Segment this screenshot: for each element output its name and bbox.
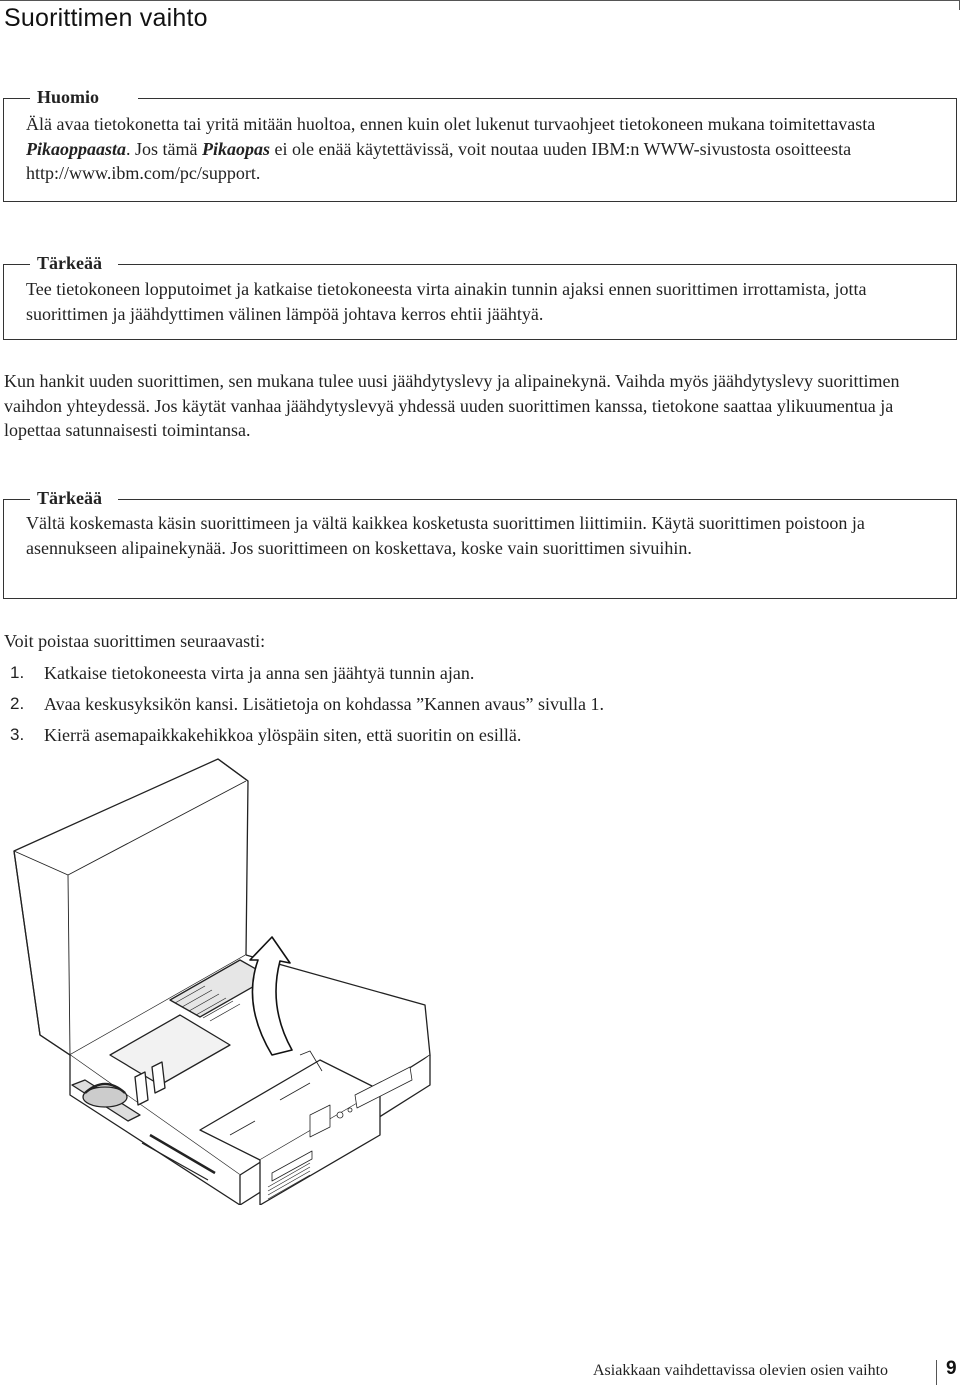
step-text: Avaa keskusyksikön kansi. Lisätietoja on kohdassa ”Kannen avaus” sivulla 1. bbox=[44, 694, 605, 714]
steps-intro: Voit poistaa suorittimen seuraavasti: bbox=[4, 631, 266, 651]
huomio-emphasis-pikaoppaasta: Pikaoppaasta bbox=[26, 138, 127, 159]
tarkeaa-box-1 bbox=[3, 253, 957, 340]
step-text: Katkaise tietokoneesta virta ja anna sen jäähtyä tunnin ajan. bbox=[44, 663, 475, 683]
box-top-line-left bbox=[4, 98, 30, 99]
box-top-line-left bbox=[4, 264, 30, 265]
footer-text: Asiakkaan vaihdettavissa olevien osien vaihto bbox=[593, 1362, 889, 1379]
box-top-line-right bbox=[118, 499, 956, 500]
page-number: 9 bbox=[946, 1358, 957, 1379]
tarkeaa-label-1: Tärkeää bbox=[37, 252, 106, 274]
computer-open-chassis-drive-bay-rotated-up-icon bbox=[10, 755, 440, 1205]
tarkeaa-box-2 bbox=[3, 488, 957, 599]
box-top-line-right bbox=[118, 264, 956, 265]
tarkeaa-label-2: Tärkeää bbox=[37, 487, 106, 509]
huomio-label: Huomio bbox=[37, 86, 103, 108]
box-top-line-right bbox=[138, 98, 956, 99]
step-number: 2. bbox=[10, 694, 25, 713]
tarkeaa-text-1: Tee tietokoneen lopputoimet ja katkaise tietokoneesta virta ainakin tunnin ajaksi ennen suorittimen irrottamista, jotta suorittimen ja jäähdyttimen välinen lämpöä johtava kerros ehtii jäähtyä. bbox=[26, 279, 867, 324]
huomio-box bbox=[3, 87, 957, 202]
huomio-text-part-3: ei ole enää käytettävissä, voit noutaa uuden IBM:n WWW-sivustosta osoitteesta http://www.ibm.com/pc/support. bbox=[26, 138, 852, 183]
page-title: Suorittimen vaihto bbox=[4, 4, 208, 32]
title-rule bbox=[0, 0, 960, 1]
tarkeaa-text-2: Vältä koskemasta käsin suorittimeen ja vältä kaikkea kosketusta suorittimen liittimiin. Käytä suorittimen poistoon ja asennukseen alipainekynää. Jos suorittimeen on koskettava, koske vain suorittimen sivuihin. bbox=[26, 513, 865, 558]
step-text: Kierrä asemapaikkakehikkoa ylöspäin siten, että suoritin on esillä. bbox=[44, 725, 522, 745]
huomio-emphasis-pikaopas: Pikaopas bbox=[202, 138, 271, 159]
step-number: 3. bbox=[10, 725, 25, 744]
box-top-line-left bbox=[4, 499, 30, 500]
huomio-text bbox=[26, 112, 942, 186]
huomio-text-part-2: . Jos tämä bbox=[126, 138, 203, 159]
huomio-text-part-1: Älä avaa tietokonetta tai yritä mitään huoltoa, ennen kuin olet lukenut turvaohjeet tietokoneen mukana toimitettavasta bbox=[26, 114, 876, 134]
body-paragraph-1: Kun hankit uuden suorittimen, sen mukana tulee uusi jäähdytyslevy ja alipainekynä. Vaihda myös jäähdytyslevy suorittimen vaihdon yhteydessä. Jos käytät vanhaa jäähdytyslevyä yhdessä uuden suorittimen kanssa, tietokone saattaa ylikuumentua ja lopettaa satunnaisesti toimintansa. bbox=[4, 371, 900, 440]
footer-divider bbox=[936, 1360, 937, 1385]
step-number: 1. bbox=[10, 663, 25, 682]
